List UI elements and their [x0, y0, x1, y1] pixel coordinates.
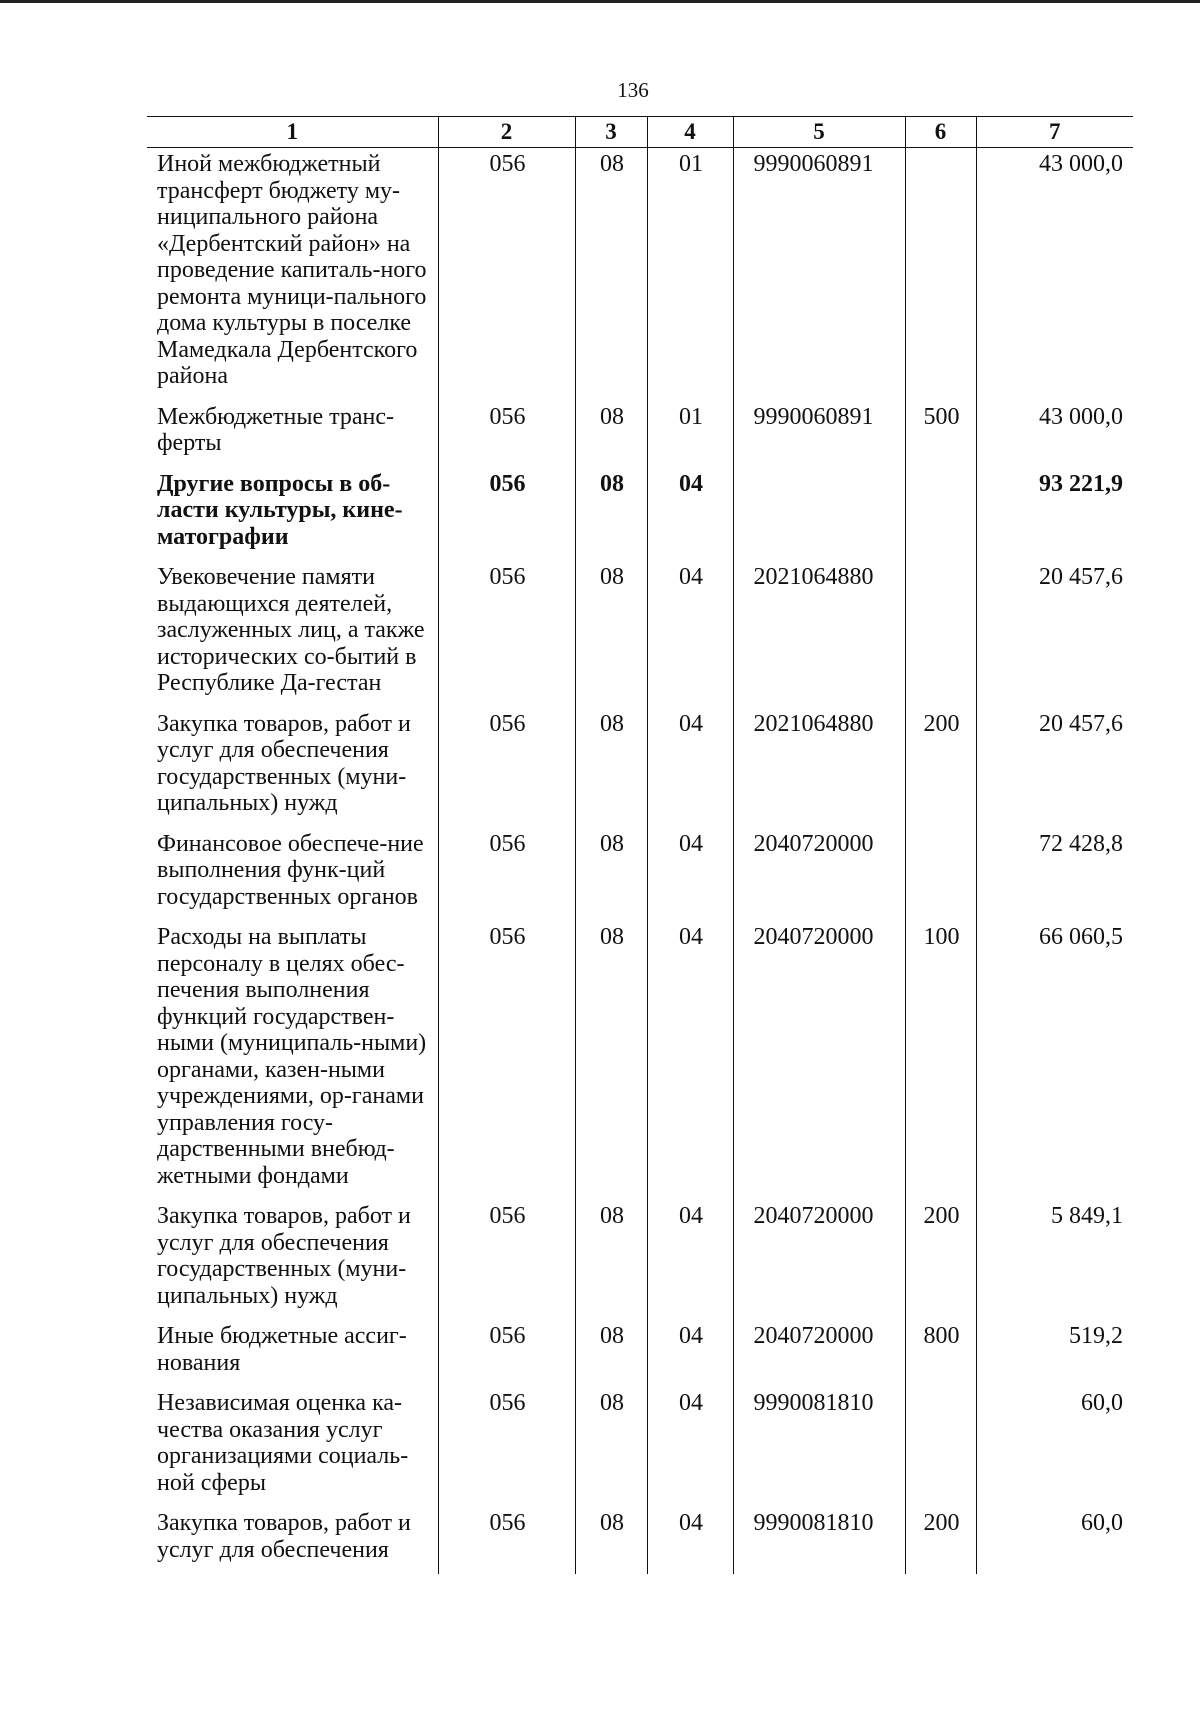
table-row [147, 708, 1133, 828]
subsection-code: 04 [647, 828, 733, 922]
expense-type-code: 200 [905, 1507, 976, 1574]
column-header-6: 6 [905, 117, 976, 148]
section-code: 08 [575, 148, 647, 401]
target-article-code: 2021064880 [733, 561, 905, 708]
expense-type-code: 500 [905, 401, 976, 468]
column-header-5: 5 [733, 117, 905, 148]
row-name: Другие вопросы в об-ласти культуры, кине-матографии [147, 468, 438, 562]
target-article-code: 2040720000 [733, 921, 905, 1200]
expense-type-code [905, 561, 976, 708]
row-name: Закупка товаров, работ и услуг для обеспечения [147, 1507, 438, 1574]
target-article-code: 2021064880 [733, 708, 905, 828]
ministry-code: 056 [438, 1507, 575, 1574]
row-name: Межбюджетные транс-ферты [147, 401, 438, 468]
target-article-code: 2040720000 [733, 828, 905, 922]
subsection-code: 04 [647, 1507, 733, 1574]
section-code: 08 [575, 401, 647, 468]
expense-type-code: 200 [905, 1200, 976, 1320]
scan-top-edge [0, 0, 1200, 3]
target-article-code: 9990060891 [733, 148, 905, 401]
expense-type-code [905, 468, 976, 562]
amount-value: 43 000,0 [976, 148, 1133, 401]
section-code: 08 [575, 921, 647, 1200]
section-code: 08 [575, 828, 647, 922]
amount-value: 93 221,9 [976, 468, 1133, 562]
ministry-code: 056 [438, 1200, 575, 1320]
ministry-code: 056 [438, 828, 575, 922]
ministry-code: 056 [438, 708, 575, 828]
expense-type-code: 100 [905, 921, 976, 1200]
ministry-code: 056 [438, 1320, 575, 1387]
section-code: 08 [575, 1320, 647, 1387]
subsection-code: 04 [647, 708, 733, 828]
row-name: Иные бюджетные ассиг-нования [147, 1320, 438, 1387]
column-header-3: 3 [575, 117, 647, 148]
target-article-code: 9990081810 [733, 1507, 905, 1574]
amount-value: 43 000,0 [976, 401, 1133, 468]
table-row [147, 468, 1133, 562]
subsection-code: 04 [647, 921, 733, 1200]
row-name: Закупка товаров, работ и услуг для обеспечения государственных (муни-ципальных) нужд [147, 1200, 438, 1320]
ministry-code: 056 [438, 148, 575, 401]
amount-value: 5 849,1 [976, 1200, 1133, 1320]
page-number: 136 [617, 78, 649, 102]
amount-value: 519,2 [976, 1320, 1133, 1387]
section-code: 08 [575, 708, 647, 828]
amount-value: 20 457,6 [976, 561, 1133, 708]
table-row [147, 1320, 1133, 1387]
target-article-code: 2040720000 [733, 1200, 905, 1320]
ministry-code: 056 [438, 468, 575, 562]
subsection-code: 04 [647, 468, 733, 562]
section-code: 08 [575, 561, 647, 708]
table-row [147, 1200, 1133, 1320]
table-row [147, 921, 1133, 1200]
column-header-4: 4 [647, 117, 733, 148]
amount-value: 66 060,5 [976, 921, 1133, 1200]
table-header-row [147, 117, 1133, 148]
subsection-code: 01 [647, 401, 733, 468]
row-name: Иной межбюджетный трансферт бюджету му-ниципального района «Дербентский район» на проведение капиталь-ного ремонта муници-пального дома культуры в поселке Мамедкала Дербентского района [147, 148, 438, 401]
row-name: Расходы на выплаты персоналу в целях обес-печения выполнения функций государствен-ными (муниципаль-ными) органами, казен-ными учреждениями, ор-ганами управления госу-дарственными внебюд-жетными фондами [147, 921, 438, 1200]
ministry-code: 056 [438, 921, 575, 1200]
expense-type-code [905, 1387, 976, 1507]
table-row [147, 401, 1133, 468]
column-header-2: 2 [438, 117, 575, 148]
table-row [147, 1387, 1133, 1507]
section-code: 08 [575, 1387, 647, 1507]
table-row [147, 828, 1133, 922]
amount-value: 60,0 [976, 1387, 1133, 1507]
ministry-code: 056 [438, 1387, 575, 1507]
ministry-code: 056 [438, 561, 575, 708]
subsection-code: 04 [647, 1320, 733, 1387]
target-article-code: 2040720000 [733, 1320, 905, 1387]
table-row [147, 148, 1133, 401]
section-code: 08 [575, 468, 647, 562]
ministry-code: 056 [438, 401, 575, 468]
section-code: 08 [575, 1507, 647, 1574]
amount-value: 72 428,8 [976, 828, 1133, 922]
expense-type-code [905, 828, 976, 922]
column-header-1: 1 [147, 117, 438, 148]
section-code: 08 [575, 1200, 647, 1320]
subsection-code: 04 [647, 561, 733, 708]
row-name: Увековечение памяти выдающихся деятелей, заслуженных лиц, а также исторических со-бытий в Республике Да-гестан [147, 561, 438, 708]
amount-value: 60,0 [976, 1507, 1133, 1574]
expense-type-code: 200 [905, 708, 976, 828]
column-header-7: 7 [976, 117, 1133, 148]
subsection-code: 04 [647, 1200, 733, 1320]
amount-value: 20 457,6 [976, 708, 1133, 828]
expense-type-code [905, 148, 976, 401]
table-row [147, 561, 1133, 708]
target-article-code [733, 468, 905, 562]
table-body [147, 148, 1133, 1575]
row-name: Финансовое обеспече-ние выполнения функ-ций государственных органов [147, 828, 438, 922]
table-row [147, 1507, 1133, 1574]
subsection-code: 04 [647, 1387, 733, 1507]
expense-type-code: 800 [905, 1320, 976, 1387]
target-article-code: 9990060891 [733, 401, 905, 468]
budget-table [147, 116, 1133, 1574]
subsection-code: 01 [647, 148, 733, 401]
row-name: Закупка товаров, работ и услуг для обеспечения государственных (муни-ципальных) нужд [147, 708, 438, 828]
target-article-code: 9990081810 [733, 1387, 905, 1507]
row-name: Независимая оценка ка-чества оказания услуг организациями социаль-ной сферы [147, 1387, 438, 1507]
